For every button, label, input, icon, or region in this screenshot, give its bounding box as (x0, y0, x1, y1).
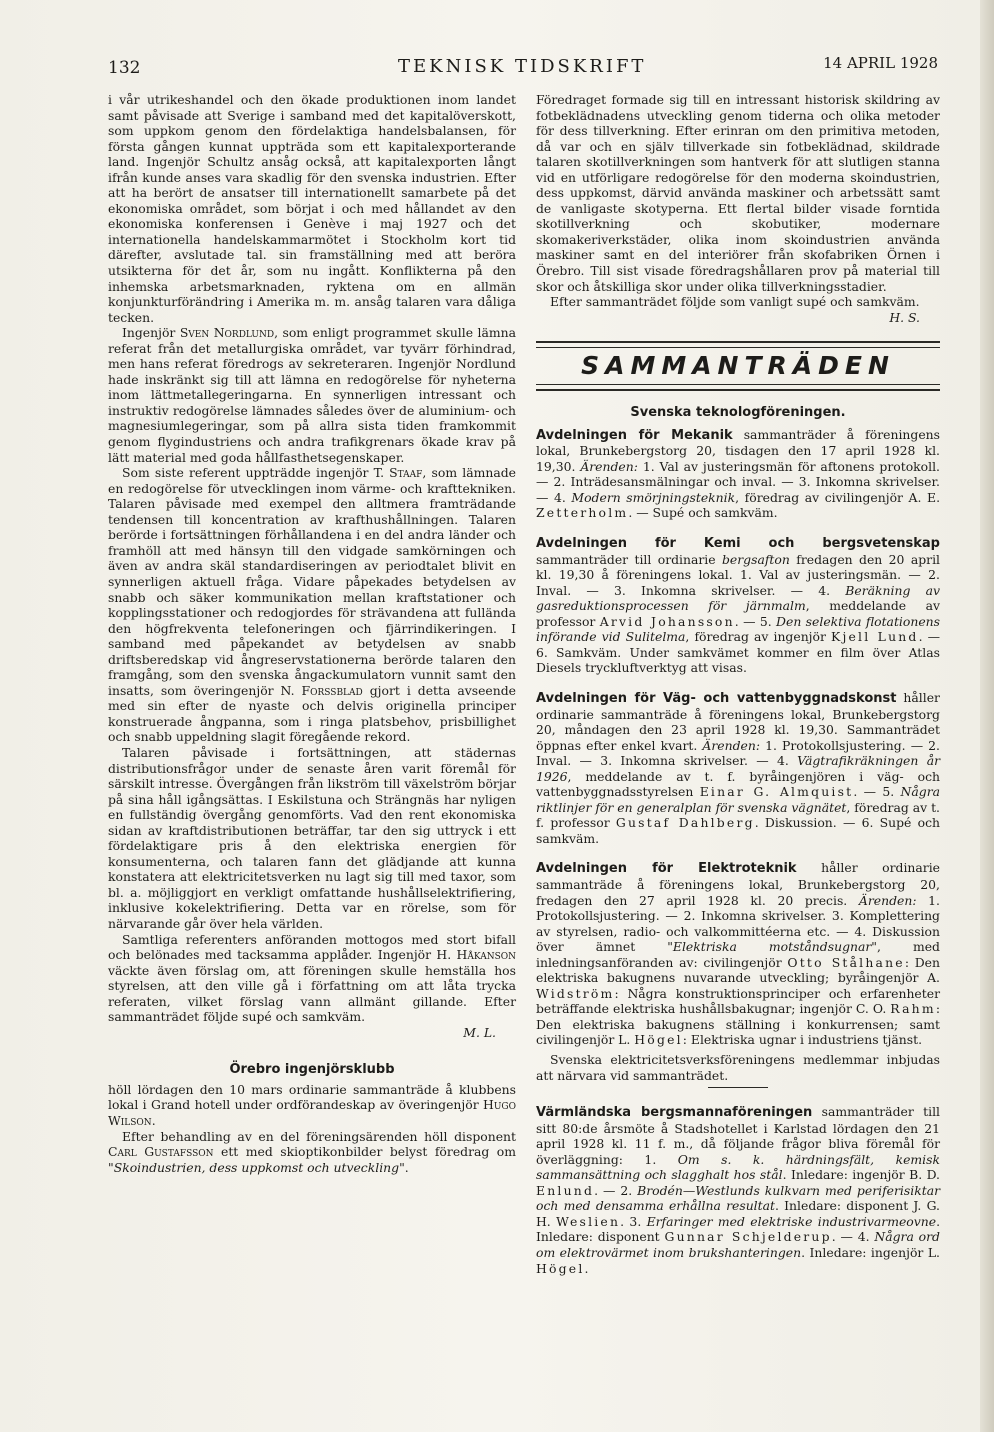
section-banner (536, 341, 940, 391)
text: bergsafton (721, 551, 790, 567)
banner-title: SAMMANTRÄDEN (536, 347, 940, 385)
text: . Inledare: disponent J. G. H. (536, 1198, 940, 1229)
person-name: Forssblad (301, 682, 363, 698)
text: : Några konstruktionsprinciper och erfarenheter beträffande elektriska hushållsbakugnar; ingenjör C. O. (536, 985, 940, 1017)
article-paragraph: i vår utrikeshandel och den ökade produktionen inom landet samt påvisade att Sverige i samband med det kapitalöverskott, som uppkom genom den fördelaktiga handelsbalansen, för första gången kunnat uppträda som ett kapitalexporterande land. Ingenjör Schultz ansåg också, att kapitalexporten långt ifrån kunde anses vara skadlig för den svenska industrien. Efter att ha berört de ansatser till internationellt samarbete på det ekonomiska området, som börjat i och med hållandet av den ekonomiska konferensen i Genève i maj 1927 och det internationella handelskammarmötet i Stockholm kort tid därefter, avslutade tal. sin framställning med att beröra utsikterna för det år, som nu ingått. Konflikterna på den inhemska arbetsmarknaden, ryktena om en allmän konjunkturförändring i Amerika m. m. ansåg talaren vara dåliga tecken. (108, 92, 516, 325)
club-paragraph (108, 1129, 516, 1176)
text: . — Supé och samkväm. (628, 505, 778, 521)
page-edge (980, 0, 994, 1432)
text: , föredrag av t. f. professor (536, 799, 940, 831)
lecture-title: Erfaringer med elektriske industrivarmeovne (646, 1213, 937, 1229)
article-paragraph: Efter sammanträdet följde som vanligt supé och samkväm. (550, 294, 920, 310)
person-name: Carl Gustafsson (108, 1144, 214, 1160)
text: . (151, 1113, 156, 1128)
text: . — 6. Samkväm. Under samkvämet kommer en film över Atlas Diesels tryckluftverktyg att visas. (536, 629, 940, 676)
article-paragraph (108, 932, 516, 1025)
person-name: Rahm (890, 1001, 936, 1017)
right-column (536, 92, 940, 1290)
lecture-title: Om s. k. härdningsfält, kemisk sammansättning och slagghalt hos stål (536, 1151, 940, 1183)
meeting-entry (536, 427, 940, 521)
text: . Inledare: ingenjör L. (801, 1245, 940, 1260)
text: gjort i detta avseende med sin efter de nyaste och delvis originella principer konstruerade ångpanna, som i ringa platsbehov, prisbillighet och snabb uppeldning slagit föregående rekord. (108, 682, 516, 745)
text: : Elektriska ugnar i industriens tjänst. (682, 1032, 923, 1048)
meeting-entry (536, 1104, 940, 1276)
lecture-title: "Elektriska motståndsugnar" (667, 939, 877, 955)
section-title: Avdelningen för Mekanik (536, 427, 733, 443)
text: Samtliga referenters anföranden mottogos med stort bifall och belönades med tacksamma applåder. Ingenjör H. (108, 931, 516, 963)
person-name: Zetterholm (536, 505, 629, 521)
person-name: Högel (634, 1032, 683, 1048)
lecture-title: Den selektiva flotationens införande vid Sulitelma (536, 613, 941, 645)
signature: H. S. (889, 309, 920, 325)
text: . (584, 1260, 589, 1276)
lecture-title: Några riktlinjer för en generalplan för svenska vägnätet (536, 784, 941, 815)
left-column (108, 92, 516, 1175)
text: , föredrag av ingenjör (685, 629, 831, 645)
person-name: Otto Stålhane (787, 954, 905, 970)
journal-title: TEKNISK TIDSKRIFT (398, 56, 647, 77)
person-name: Håkanson (456, 947, 516, 963)
text: 1. Val av justeringsmän för aftonens protokoll. — 2. Inträdesansmälningar och inval. — 3. Inkomna skrivelser. — 4. (536, 458, 940, 505)
article-paragraph: Talaren påvisade i fortsättningen, att städernas distributionsfrågor under de senaste åren varit föremål för särskilt intresse. Övergången från likström till växelström börjar på sina håll igångsättas. I Eskilstuna och Strängnäs har nyligen en fullständig övergång genomförts. Vad den rent ekonomiska sidan av kraftdistributionen beträffar, tar den sig uttryck i ett fördelaktigare pris å den elektriska energien för konsumenterna, och talaren fann det glädjande att kunna konstatera att elektricitetsverken nu lagt sig till med taxor, som bl. a. möjliggjort en verkligt omfattande hushållselektrifiering, inklusive kokelektrifiering. Detta var en rörelse, som för närvarande går över hela världen. (108, 744, 516, 931)
person-name: Hugo Wilson (108, 1097, 516, 1128)
text: . — 5. (734, 613, 777, 629)
signature: M. L. (463, 1024, 496, 1040)
person-name: Gunnar Schjelderup (664, 1229, 832, 1245)
issue-date: 14 APRIL 1928 (823, 54, 938, 72)
person-name: Kjell Lund (831, 629, 919, 645)
text: håller ordinarie sammanträde å föreningens lokal, Brunkebergstorg 20, måndagen den 23 april 1928 kl. 19,30. Sammanträdet öppnas efter enkel kvart. (536, 689, 940, 753)
text: . — 2. (594, 1182, 638, 1198)
text: sammanträder till sitt 80:de årsmöte å Stadshotellet i Karlstad lördagen den 21 april 1928 kl. 11 f. m., då följande frågor bliva föremål för överläggning: 1. (536, 1104, 940, 1167)
article-paragraph (108, 465, 516, 745)
text: : Den elektriska bakugnens nuvarande utveckling; byråingenjör A. (536, 954, 940, 986)
section-title: Avdelningen för Väg- och vattenbyggnadskonst (536, 690, 897, 706)
person-name: Arvid Johansson (599, 613, 735, 629)
text: , meddelande av professor (536, 598, 940, 629)
person-name: Högel (536, 1260, 585, 1276)
article-paragraph (108, 325, 516, 465)
lecture-title: Vägtrafikräkningen år 1926 (536, 753, 940, 784)
page-header (108, 56, 938, 82)
text: Ingenjör (122, 325, 180, 341)
text: sammanträder å föreningens lokal, Brunkebergstorg 20, tisdagen den 17 april 1928 kl. 19,30. (536, 426, 941, 474)
invitation-paragraph: Svenska elektricitetsverksföreningens medlemmar inbjudas att närvara vid sammanträdet. (536, 1051, 940, 1083)
section-title: Värmländska bergsmannaföreningen (536, 1105, 813, 1121)
text: , med inledningsanföranden av: civilingenjör (536, 939, 940, 970)
person-name: Sven Nordlund (179, 325, 275, 341)
text: . — 5. (853, 784, 901, 800)
person-name: Enlund (536, 1182, 595, 1198)
lecture-title: Några ord om elektrovärmet inom brukshanteringen (536, 1229, 940, 1260)
text: . (404, 1159, 409, 1175)
text: . Diskussion. — 6. Supé och samkväm. (536, 815, 941, 846)
text: Ärenden: (702, 737, 760, 753)
text: höll lördagen den 10 mars ordinarie sammanträde å klubbens lokal i Grand hotell under ordförandeskap av överingenjör (108, 1081, 516, 1113)
text: 1. Protokollsjustering. — 2. Inkomna skrivelser. 3. Komplettering av styrelsen, radio- och valkommittéerna etc. — 4. Diskussion över ämnet (536, 892, 940, 955)
text: , föredrag av civilingenjör A. E. (735, 489, 941, 505)
section-title: Avdelningen för Elektroteknik (536, 861, 797, 877)
text: Som siste referent uppträdde ingenjör T. (122, 465, 390, 481)
text: fredagen den 20 april kl. 19,30 å föreningens lokal. 1. Val av justeringsmän. — 2. Inval. — 3. Inkomna skrivelser. — 4. (536, 551, 940, 598)
text: , meddelande av t. f. byråingenjören i väg- och vattenbyggnadsstyrelsen (536, 768, 940, 800)
club-paragraph (108, 1082, 516, 1129)
person-name: Widström (536, 985, 615, 1001)
text: Ärenden: (580, 458, 638, 474)
text: : Den elektriska bakugnens ställning i konkurrensen; samt civilingenjör L. (536, 1001, 940, 1048)
section-title: Avdelningen för Kemi och bergsvetenskap (536, 536, 940, 552)
text: ett med skioptikonbilder belyst föredrag om (213, 1144, 516, 1160)
person-name: Staaf (389, 465, 423, 481)
person-name: Einar G. Almquist (699, 784, 854, 800)
meeting-entry (536, 535, 940, 676)
divider (708, 1087, 768, 1088)
text: . Inledare: disponent (536, 1213, 941, 1245)
person-name: Gustaf Dahlberg (615, 815, 755, 831)
person-name: Weslien (556, 1213, 621, 1229)
text: , som lämnade en redogörelse för utvecklingen inom värme- och krafttekniken. Talaren påvisade med exempel den alltmera framträdande tendensen till koncentration av krafthushållningen. Talaren berörde i fortsättningen förhållandena i en del andra länder och framhöll att med hänsyn till den vidgade samkörningen och även av andra skäl standardiseringen av periodtalet blivit en synnerligen aktuell fråga. Vidare påpekades betydelsen av snabb och säker kommunikation mellan kraftstationer och kopplingsstationer och redogjordes för strävandena att fulländа den högfrekventa telefoneringen och fjärrindikeringen. I samband med påpekandet av betydelsen av snabb driftsberedskap vid ångreservstationerna berörde talaren den framgång, som den svenska ångackumulatorn vunnit samt den insatts, som överingenjör N. (108, 465, 516, 698)
text: Ärenden: (858, 892, 917, 908)
section-heading: Örebro ingenjörsklubb (229, 1062, 395, 1078)
lecture-title: "Skoindustrien, dess uppkomst och utveckling" (108, 1159, 405, 1175)
lecture-title: Brodén—Westlunds kulkvarn med periferisiktar och med densamma erhållna resultat (536, 1182, 941, 1214)
text: Efter behandling av en del föreningsärenden höll disponent (122, 1128, 516, 1144)
text: håller ordinarie sammanträde å föreningens lokal, Brunkebergstorg 20, fredagen den 27 april 1928 kl. 20 precis. (536, 860, 941, 908)
page-number: 132 (108, 58, 141, 78)
article-paragraph: Föredraget formade sig till en intressant historisk skildring av fotbeklädnadens utveckling genom tiderna och olika metoder för dess tillverkning. Efter erinran om den primitiva metoden, då var och en själv tillverkade sin fotbeklädnad, skildrade talaren skotillverkningen som hantverk för att slutligen stanna vid en utförligare redogörelse för den moderna skoindustrien, dess uppkomst, därvid använda maskiner och arbetssätt samt de vanligaste skotyperna. Ett flertal bilder visade forntida skotillverkning och skobutiker, modernare skomakeriverkstäder, olika inom skoindustrien använda maskiner samt en del interiörer från skofabriken Örnen i Örebro. Till sist visade föredragshållaren prov på material till skor och åtskilliga skor under olika tillverkningsstadier. (536, 92, 940, 294)
text: väckte även förslag om, att föreningen skulle hemställa hos styrelsen, att den ville gå i författning om att låta trycka referaten, vilket förslag vann allmänt gillande. Efter sammanträdet följde supé och samkväm. (108, 962, 516, 1025)
meeting-entry (536, 860, 940, 1048)
text: 1. Protokollsjustering. — 2. Inval. — 3. Inkomna skrivelser. — 4. (536, 737, 940, 769)
text: . 3. (620, 1213, 647, 1229)
lecture-title: Modern smörjningsteknik (571, 489, 736, 505)
text: . Inledare: ingenjör B. D. (782, 1167, 940, 1183)
meeting-entry (536, 690, 940, 846)
text: , som enligt programmet skulle lämna referat från det metallurgiska området, var tyvärr förhindrad, men hans referat föredrogs av sekreteraren. Ingenjör Nordlund hade inskränkt sig till att lämna en redogörelse för nyheterna inom lättmetallegeringarna. En synnerligen intressant och instruktiv redogörelse lämnades således över de aluminium- och magnesiumlegeringar, som på allra sista tiden framkommit genom flygindustriens och andra trafikgrenars ökade krav på lätt material med goda hållfasthetsegenskaper. (108, 325, 516, 465)
text: . — 4. (831, 1229, 875, 1245)
text: sammanträder till ordinarie (536, 551, 722, 567)
lecture-title: Beräkning av gasreduktionsprocessen för järnmalm (536, 582, 941, 614)
organization-heading: Svenska teknologföreningen. (630, 405, 846, 421)
